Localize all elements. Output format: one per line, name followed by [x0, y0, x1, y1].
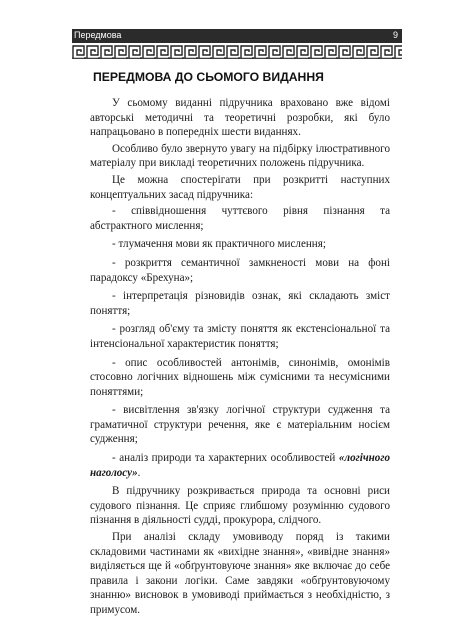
list-item-end: .: [137, 466, 141, 479]
paragraph: У сьомому виданні підручника враховано вже відомі авторські методичні та теоретичні розробки, які було напрацьовано в попередніх шести виданнях.: [90, 97, 390, 139]
emphasized-term: «логічного наголосу»: [90, 452, 390, 479]
header-title: Передмова: [74, 30, 122, 40]
paragraph: Це можна спостерігати при розкритті наступних концептуальних засад підручника:: [90, 173, 390, 201]
paragraph: Особливо було звернуто увагу на підбірку ілюстративного матеріалу при викладі теоретичних положень підручника.: [90, 142, 390, 170]
list-item: - інтерпретація різновидів ознак, які складають зміст поняття;: [90, 290, 390, 317]
list-item: - розгляд об'єму та змісту поняття як екстенсіональної та інтенсіональної характеристик поняття;: [90, 323, 390, 350]
list-item: - розкриття семантичної замкненості мови на фоні парадоксу «Брехуна»;: [90, 256, 390, 284]
list-item: [90, 451, 390, 480]
list-item: - тлумачення мови як практичного мислення;: [112, 238, 326, 251]
list-item: - висвітлення зв'язку логічної структури судження та граматичної структури речення, яке є матеріальним носієм судження;: [90, 404, 390, 446]
list-item-text: - аналіз природи та характерних особливостей: [112, 452, 339, 465]
page-number: 9: [392, 30, 398, 40]
body-text: [90, 96, 390, 620]
running-header: [72, 29, 402, 43]
greek-key-border: [72, 45, 402, 59]
section-heading: ПЕРЕДМОВА ДО СЬОМОГО ВИДАННЯ: [93, 70, 324, 84]
paragraph: При аналізі складу умовиводу поряд із такими складовими частинами як «вихідне знання», «вивідне знання» виділяється ще й «обґрунтовуюче знання» яке включає до себе правила і закони логіки. Саме завдяки «обґрунтовуючому знанню» висновок в умовиводі приймається з необхідністю, з примусом.: [90, 531, 390, 616]
list-item: - опис особливостей антонімів, синонімів, омонімів стосовно логічних відношень між сумісними та несумісними поняттями;: [90, 356, 390, 398]
list-item: - співвідношення чуттєвого рівня пізнання та абстрактного мислення;: [90, 205, 390, 232]
paragraph: В підручнику розкривається природа та основні риси судового пізнання. Це сприяє глибшому розумінню судового пізнання в діяльності судді, прокурора, слідчого.: [90, 485, 390, 527]
